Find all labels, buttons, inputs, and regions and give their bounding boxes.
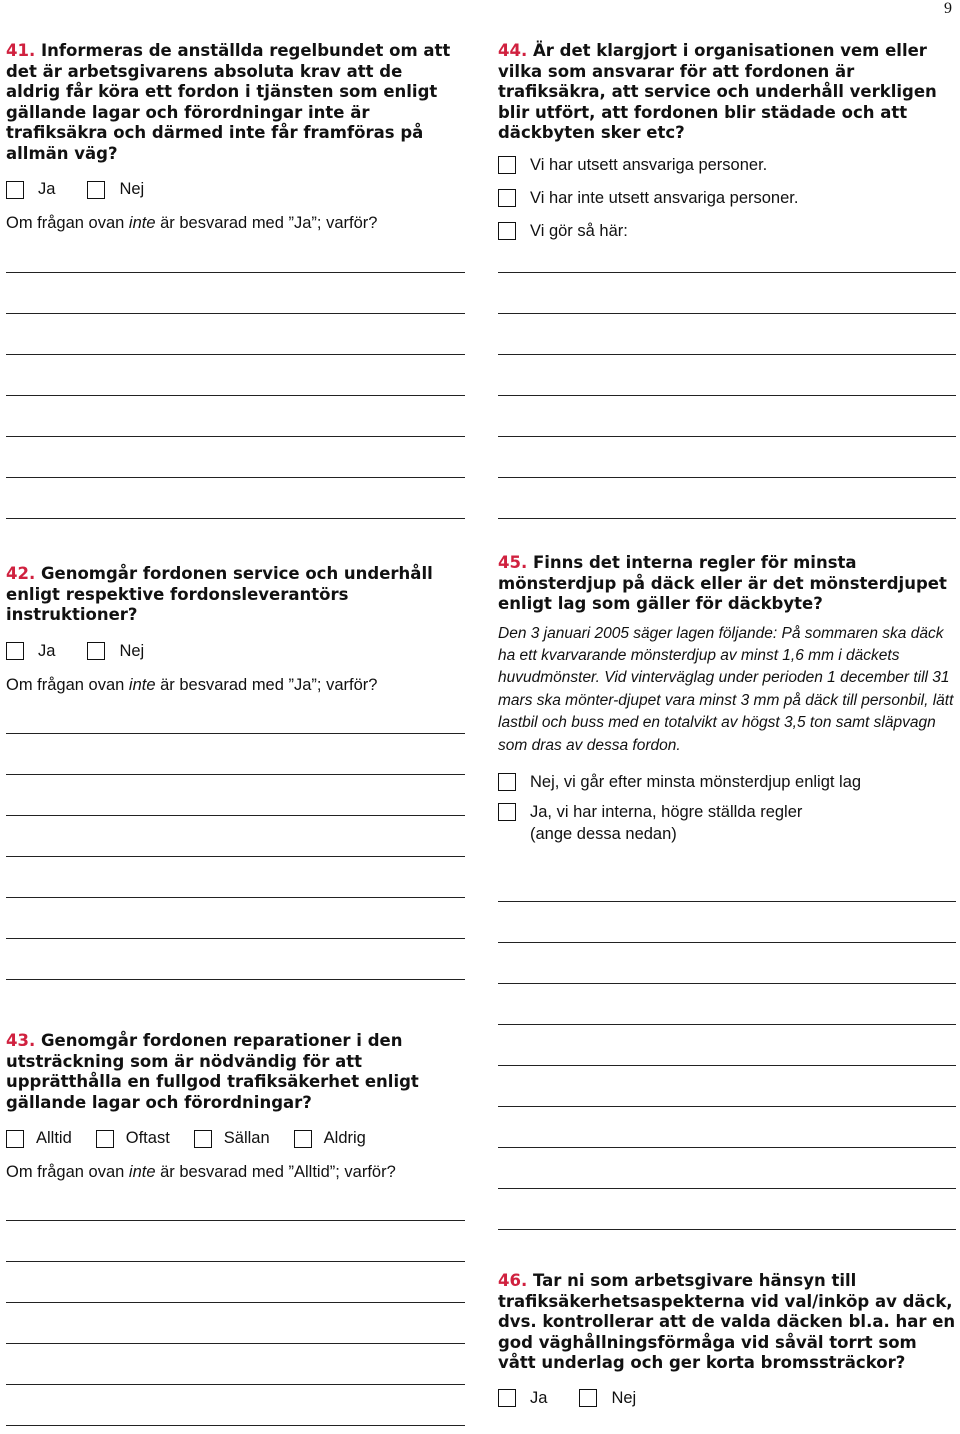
- answer-line[interactable]: [6, 1425, 465, 1426]
- option-label: Aldrig: [323, 1129, 366, 1147]
- answer-options: [6, 1129, 461, 1148]
- question-43-title: [6, 1031, 461, 1113]
- answer-line[interactable]: [498, 1024, 956, 1025]
- answer-line[interactable]: [498, 477, 956, 478]
- answer-line[interactable]: [6, 1343, 465, 1344]
- answer-options: [498, 1389, 956, 1408]
- option-we-do[interactable]: [498, 220, 954, 242]
- checkbox[interactable]: [194, 1130, 212, 1148]
- page-number: 9: [944, 0, 952, 17]
- answer-line[interactable]: [6, 518, 465, 519]
- answer-line[interactable]: [498, 518, 956, 519]
- question-number: 41.: [6, 41, 36, 60]
- option-nej[interactable]: [87, 642, 144, 661]
- answer-line[interactable]: [498, 942, 956, 943]
- answer-line[interactable]: [498, 395, 956, 396]
- answer-line[interactable]: [6, 979, 465, 980]
- checkbox[interactable]: [6, 1130, 24, 1148]
- answer-line[interactable]: [6, 313, 465, 314]
- checkbox[interactable]: [498, 222, 516, 240]
- question-43: [6, 1031, 461, 1182]
- answer-line[interactable]: [6, 395, 465, 396]
- answer-line[interactable]: [498, 1147, 956, 1148]
- option-label: Ja: [38, 180, 56, 198]
- legal-description: Den 3 januari 2005 säger lagen följande: På sommaren ska däck ha ett kvarvarande mönsterdjup av minst 1,6 mm i däckets huvudmönster. Vid vinterväglag under perioden 1 december till 31 mars ska mönter-djupet vara minst 3 mm på däck till personbil, lätt lastbil och buss med en totalvikt av högst 3,5 ton samt släpvagn som dras av dessa fordon.: [498, 624, 954, 754]
- checkbox[interactable]: [6, 642, 24, 660]
- question-number: 43.: [6, 1031, 36, 1050]
- option-label: Nej, vi går efter minsta mönsterdjup enligt lag: [530, 772, 862, 791]
- option-yes-internal[interactable]: [498, 801, 932, 845]
- answer-line[interactable]: [6, 1220, 465, 1221]
- option-label: Ja: [38, 641, 56, 660]
- option-label: Vi har inte utsett ansvariga personer.: [530, 188, 799, 207]
- answer-line[interactable]: [6, 1384, 465, 1385]
- answer-line[interactable]: [6, 1302, 465, 1303]
- question-41: [6, 41, 456, 233]
- checkbox[interactable]: [579, 1389, 597, 1407]
- option-label: Oftast: [125, 1129, 170, 1147]
- answer-line[interactable]: [498, 272, 956, 273]
- reason-prompt: Om frågan ovan inte är besvarad med ”Ja”; varför?: [6, 214, 378, 232]
- question-number: 46.: [498, 1271, 528, 1290]
- answer-line[interactable]: [6, 733, 465, 734]
- checkbox[interactable]: [498, 189, 516, 207]
- answer-line[interactable]: [498, 901, 956, 902]
- answer-line[interactable]: [498, 1106, 956, 1107]
- answer-line[interactable]: [498, 1229, 956, 1230]
- reason-prompt: Om frågan ovan inte är besvarad med ”Ja”; varför?: [6, 675, 378, 694]
- answer-line[interactable]: [6, 354, 465, 355]
- option-alltid[interactable]: [6, 1129, 72, 1148]
- option-label: Ja: [530, 1388, 548, 1407]
- checkbox[interactable]: [294, 1130, 312, 1148]
- answer-line[interactable]: [6, 815, 465, 816]
- checkbox[interactable]: [87, 181, 105, 199]
- question-text: Tar ni som arbetsgivare hänsyn till trafiksäkerhetsaspekterna vid val/inköp av däck, dvs. kontrollerar att de valda däcken bl.a. har en god väghållningsförmåga vid såväl torrt som vått underlag och ger korta bromssträckor?: [498, 1271, 956, 1372]
- answer-line[interactable]: [6, 897, 465, 898]
- question-text: Genomgår fordonen service och underhåll enligt respektive fordonsleverantörs instruktioner?: [6, 564, 433, 624]
- option-nej[interactable]: [87, 180, 144, 199]
- answer-options: [6, 642, 456, 661]
- question-42-title: [6, 564, 456, 626]
- checkbox[interactable]: [498, 156, 516, 174]
- checkbox[interactable]: [498, 1389, 516, 1407]
- answer-options: [6, 180, 456, 199]
- option-no-law[interactable]: [498, 771, 932, 793]
- question-46: [498, 1271, 956, 1408]
- option-label: Nej: [611, 1388, 637, 1407]
- option-label: Nej: [119, 641, 145, 660]
- question-text: Finns det interna regler för minsta mönsterdjup på däck eller är det mönsterdjupet enligt lag som gäller för däckbyte?: [498, 553, 947, 613]
- reason-prompt: Om frågan ovan inte är besvarad med ”Alltid”; varför?: [6, 1163, 396, 1181]
- option-aldrig[interactable]: [294, 1129, 366, 1148]
- question-number: 44.: [498, 41, 528, 60]
- question-45: [498, 553, 956, 845]
- answer-line[interactable]: [6, 938, 465, 939]
- answer-options: [498, 771, 956, 845]
- answer-line[interactable]: [498, 354, 956, 355]
- option-sallan[interactable]: [194, 1129, 270, 1148]
- option-not-assigned[interactable]: [498, 187, 954, 209]
- answer-line[interactable]: [6, 774, 465, 775]
- option-label: Vi har utsett ansvariga personer.: [530, 155, 768, 174]
- answer-line[interactable]: [498, 313, 956, 314]
- question-46-title: [498, 1271, 956, 1374]
- checkbox[interactable]: [498, 773, 516, 791]
- checkbox[interactable]: [498, 803, 516, 821]
- option-label: Vi gör så här:: [530, 221, 628, 240]
- option-label: Alltid: [36, 1129, 72, 1147]
- answer-line[interactable]: [498, 983, 956, 984]
- option-label: Ja, vi har interna, högre ställda regler (ange dessa nedan): [530, 802, 803, 843]
- answer-line[interactable]: [498, 1065, 956, 1066]
- question-text: Är det klargjort i organisationen vem eller vilka som ansvarar för att fordonen är trafiksäkra, att service och underhåll verkligen blir utfört, att fordonen blir städade och att däckbyten sker etc?: [498, 41, 937, 142]
- question-42: [6, 564, 456, 695]
- answer-line[interactable]: [498, 436, 956, 437]
- question-number: 42.: [6, 564, 36, 583]
- option-label: Sällan: [223, 1129, 270, 1147]
- answer-line[interactable]: [6, 1261, 465, 1262]
- question-text: Informeras de anställda regelbundet om att det är arbetsgivarens absoluta krav att de aldrig får köra ett fordon i tjänsten som enligt gällande lagar och förordningar inte är trafiksäkra och därmed inte får framföras på allmän väg?: [6, 41, 451, 163]
- question-44-title: [498, 41, 954, 144]
- question-41-title: [6, 41, 456, 164]
- answer-line[interactable]: [498, 1188, 956, 1189]
- checkbox[interactable]: [87, 642, 105, 660]
- option-oftast[interactable]: [96, 1129, 170, 1148]
- question-number: 45.: [498, 553, 528, 572]
- answer-line[interactable]: [6, 856, 465, 857]
- answer-options: [498, 154, 954, 242]
- question-text: Genomgår fordonen reparationer i den utsträckning som är nödvändig för att upprätthålla en fullgod trafiksäkerhet enligt gällande lagar och förordningar?: [6, 1031, 419, 1112]
- option-nej[interactable]: [579, 1389, 636, 1408]
- option-ja[interactable]: [6, 642, 55, 661]
- answer-line[interactable]: [6, 436, 465, 437]
- checkbox[interactable]: [96, 1130, 114, 1148]
- answer-line[interactable]: [6, 272, 465, 273]
- option-ja[interactable]: [6, 180, 55, 199]
- option-ja[interactable]: [498, 1389, 547, 1408]
- question-44: [498, 41, 954, 253]
- question-45-title: [498, 553, 956, 615]
- option-label: Nej: [119, 180, 145, 198]
- checkbox[interactable]: [6, 181, 24, 199]
- option-assigned[interactable]: [498, 154, 954, 176]
- answer-line[interactable]: [6, 477, 465, 478]
